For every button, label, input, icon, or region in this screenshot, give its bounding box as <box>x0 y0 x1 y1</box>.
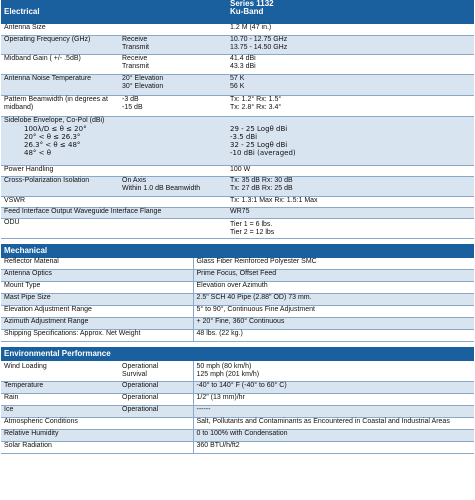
table-row <box>1 54 474 74</box>
series-line1: Series 1132 <box>230 0 274 8</box>
table-row <box>1 116 474 165</box>
row-sub: On Axis Within 1.0 dB Beamwidth <box>119 176 227 196</box>
row-sub: Operational Survival <box>119 361 193 381</box>
table-row <box>1 318 474 330</box>
row-label: Antenna Size <box>1 24 227 35</box>
row-sub: 100λ/D ≤ θ ≤ 20° <box>24 124 87 133</box>
row-value: 48 lbs. (22 kg.) <box>193 330 474 342</box>
row-label: Midband Gain ( +/- .5dB) <box>1 54 119 74</box>
table-row <box>1 207 474 218</box>
row-value: 10.70 - 12.75 GHz 13.75 - 14.50 GHz <box>227 35 474 54</box>
row-label: Solar Radiation <box>1 441 193 453</box>
row-sub: 26.3° < θ ≤ 48° <box>24 140 81 149</box>
row-sub: Operational <box>119 393 193 405</box>
row-value: Tx: 35 dB Rx: 30 dB Tx: 27 dB Rx: 25 dB <box>227 176 474 196</box>
table-row <box>1 95 474 116</box>
row-label: Relative Humidity <box>1 429 193 441</box>
table-row <box>1 24 474 35</box>
table-row <box>1 393 474 405</box>
row-label: Temperature <box>1 381 119 393</box>
series-line2: Ku-Band <box>230 7 264 16</box>
row-label: Shipping Specifications: Approx. Net Weight <box>1 330 193 342</box>
row-value: Salt, Pollutants and Contaminants as Encountered in Coastal and Industrial Areas <box>193 417 474 429</box>
electrical-header <box>1 0 474 24</box>
table-row <box>1 35 474 54</box>
section-title: Electrical <box>1 0 227 24</box>
row-label: VSWR <box>1 196 227 207</box>
spec-sheet <box>1 0 474 454</box>
row-label: Cross-Polarization Isolation <box>1 176 119 196</box>
row-label: Azimuth Adjustment Range <box>1 318 193 330</box>
row-sub: Operational <box>119 405 193 417</box>
electrical-table <box>1 0 474 239</box>
row-sub: Receive Transmit <box>119 35 227 54</box>
table-row <box>1 381 474 393</box>
row-label: Mount Type <box>1 282 193 294</box>
row-value: 41.4 dBi 43.3 dBi <box>227 54 474 74</box>
row-value: 100 W <box>227 165 474 176</box>
row-value: 360 BTU/h/ft2 <box>193 441 474 453</box>
row-label: Elevation Adjustment Range <box>1 306 193 318</box>
row-label: Wind Loading <box>1 361 119 381</box>
table-row <box>1 165 474 176</box>
section-title: Mechanical <box>1 244 474 258</box>
row-sub: 48° < θ <box>24 148 52 157</box>
row-label: Atmospheric Conditions <box>1 417 193 429</box>
environmental-table <box>1 347 474 454</box>
table-row <box>1 330 474 342</box>
row-label: Antenna Noise Temperature <box>1 74 119 95</box>
table-row <box>1 294 474 306</box>
table-row <box>1 417 474 429</box>
series-heading <box>227 0 474 24</box>
row-value: Tx: 1.2° Rx: 1.5° Tx: 2.8° Rx: 3.4° <box>227 95 474 116</box>
row-label: Rain <box>1 393 119 405</box>
row-value: 1.2 M (47 in.) <box>227 24 474 35</box>
row-sub: -3 dB -15 dB <box>119 95 227 116</box>
mechanical-table <box>1 244 474 343</box>
table-row <box>1 306 474 318</box>
table-row <box>1 258 474 270</box>
row-value: 5° to 90°, Continuous Fine Adjustment <box>193 306 474 318</box>
row-value: WR75 <box>227 207 474 218</box>
row-label: Operating Frequency (GHz) <box>1 35 119 54</box>
row-sub: 20° Elevation 30° Elevation <box>119 74 227 95</box>
row-value: Tier 1 = 6 lbs. Tier 2 = 12 lbs <box>227 218 474 238</box>
table-row <box>1 429 474 441</box>
table-row <box>1 405 474 417</box>
row-label: Antenna Optics <box>1 270 193 282</box>
row-value: 1/2" (13 mm)/hr <box>193 393 474 405</box>
row-label: Ice <box>1 405 119 417</box>
row-value: -40° to 140° F (-40° to 60° C) <box>193 381 474 393</box>
environmental-header <box>1 347 474 361</box>
table-row <box>1 282 474 294</box>
row-label: Pattern Beamwidth (in degrees at midband) <box>1 95 119 116</box>
mechanical-header <box>1 244 474 258</box>
row-value: Prime Focus, Offset Feed <box>193 270 474 282</box>
table-row <box>1 218 474 238</box>
row-value: ------ <box>193 405 474 417</box>
row-label: ODU <box>1 218 227 238</box>
row-sub: Receive Transmit <box>119 54 227 74</box>
row-value: 0 to 100% with Condensation <box>193 429 474 441</box>
row-label: Feed Interface Output Waveguide Interface Flange <box>1 207 227 218</box>
section-title: Environmental Performance <box>1 347 474 361</box>
row-value: 50 mph (80 km/h) 125 mph (201 km/h) <box>193 361 474 381</box>
row-value: 29 - 25 Logθ dBi -3.5 dBi 32 - 25 Logθ dBi -10 dBi (averaged) <box>227 116 474 165</box>
table-row <box>1 74 474 95</box>
row-value: Glass Fiber Reinforced Polyester SMC <box>193 258 474 270</box>
table-row <box>1 441 474 453</box>
row-value: 57 K 56 K <box>227 74 474 95</box>
row-label: Mast Pipe Size <box>1 294 193 306</box>
row-value: 2.5" SCH 40 Pipe (2.88" OD) 73 mm. <box>193 294 474 306</box>
table-row <box>1 270 474 282</box>
table-row <box>1 196 474 207</box>
row-sub: Operational <box>119 381 193 393</box>
row-sub: 20° < θ ≤ 26.3° <box>24 132 81 141</box>
table-row <box>1 361 474 381</box>
row-value: Tx: 1.3:1 Max Rx: 1.5:1 Max <box>227 196 474 207</box>
row-value: + 20° Fine, 360° Continuous <box>193 318 474 330</box>
row-label: Reflector Material <box>1 258 193 270</box>
row-label: Sidelobe Envelope, Co-Pol (dBi) 100λ/D ≤ θ ≤ 20° 20° < θ ≤ 26.3° 26.3° < θ ≤ 48° 48° < θ <box>1 116 227 165</box>
row-label: Power Handling <box>1 165 227 176</box>
row-value: Elevation over Azimuth <box>193 282 474 294</box>
table-row <box>1 176 474 196</box>
